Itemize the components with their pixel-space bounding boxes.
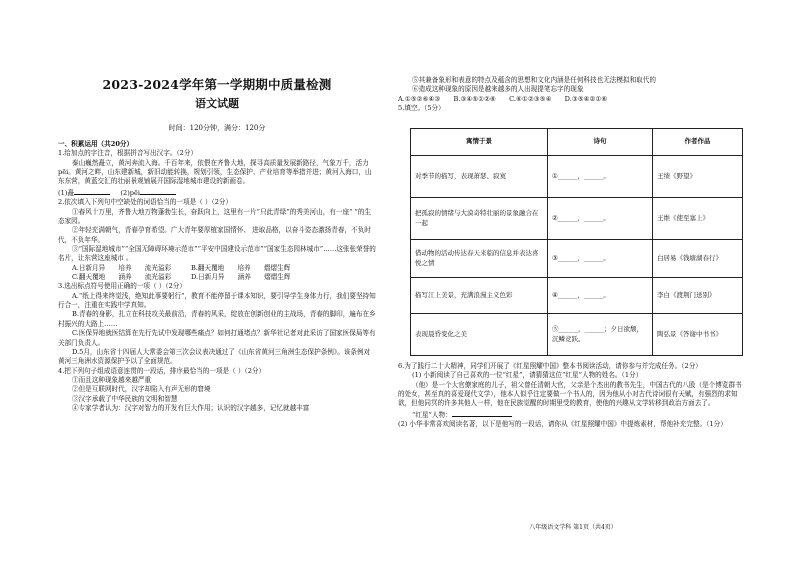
table-row	[411, 240, 743, 278]
q4-sentence-1: ①而且这种现象越来越严重	[72, 375, 152, 384]
q4-sentence-5: ⑤其兼备象形和表意的特点及蕴含的思想和文化内涵是任何科技也无法模拟和取代的	[412, 76, 656, 84]
q2-stem: 2.依次填入下列句中空缺处的词语恰当的一项是（ ）（2分）	[58, 198, 233, 207]
scene-cell: 借动物的活动传达春天来临的信息并表达喜悦之情	[411, 240, 548, 278]
q2-sentence-3: ③“国际湿地城市”“全国无障碍环境示范市”“平安中国建设示范市”“国家生态园林城市”……这张张荣誉的名片，让东营这座城市 。	[58, 244, 376, 263]
q3-option-c: C.医保异地就医结算在先行先试中发现哪些痛点？如何打通堵点？新华社记者对此采访了国家医保局等有关部门负责人。	[58, 329, 376, 347]
q4-sentence-3: ③汉字承载了中华民族的文明和智慧	[72, 394, 178, 403]
q1-b-label: (2)pēi	[120, 188, 140, 197]
table-row	[411, 156, 743, 198]
q3-option-d: D.5月，山东省十四届人大常委会第三次会议表决通过了《山东省黄河三角洲生态保护条例》。该条例对黄河三角洲水资源保护予以了全面规范。	[58, 347, 371, 366]
table-row	[411, 278, 743, 314]
page-footer: 八年级语文学科 第1页（共4页）	[529, 524, 617, 531]
q6-stem: 6.为了践行二十大精神，同学们开展了《红星照耀中国》整本书阅读活动，请你参与并完成任务。（2分）	[398, 362, 702, 370]
author-cell: 王维《使至塞上》	[653, 198, 743, 240]
exam-title: 2023-2024学年第一学期期中质量检测	[102, 77, 332, 92]
verse-cell[interactable]: ⑤______，______；夕日欲颓，沉鳞竞跃。	[548, 314, 653, 356]
scene-cell: 把孤寂的情绪与大漠奇特壮丽的景象融合在一起	[411, 198, 548, 240]
q1-a-label: (1)矗	[58, 188, 74, 197]
poetry-fill-table	[410, 128, 743, 356]
author-cell: 李白《渡荆门送别》	[653, 278, 743, 314]
author-cell: 王绩《野望》	[653, 156, 743, 198]
q2-sentence-2: ②年轻充满朝气，青春孕育希望。广大青年要厚植家国情怀、 进取品格，以奋斗姿态激扬青春，不负时代，不负年华。	[58, 226, 371, 244]
scene-cell: 表现晨昏变化之美	[411, 314, 548, 356]
q4-stem: 4.把下列句子组成语意连贯的一段话，排序最恰当的一项是（ ）（2分）	[58, 366, 266, 375]
author-cell: 陶弘景《答谢中书书》	[653, 314, 743, 356]
q4-sentence-6: ⑥造成这种现象的原因是越来越多的人出现提笔忘字的现象	[412, 85, 584, 94]
q2-option-b: B.翻天覆地 培养 熠熠生辉	[190, 263, 291, 272]
table-row	[411, 314, 743, 356]
q1-stem: 1.给加点的字注音，根据拼音写出汉字。（2分）	[58, 149, 198, 158]
q2-option-row-2	[58, 273, 376, 282]
q2-option-a: A.日新月异 培养 流光溢彩	[72, 263, 172, 272]
q4-sentence-2: ②但是互联网时代，汉字却陷入有声无形的窘境	[72, 385, 211, 394]
q4-sentence-4: ④专家学者认为：汉字对智力的开发有巨大作用；认识的汉字越多，记忆就越丰富	[72, 404, 310, 413]
q6-answer-label: “红星”人物：	[412, 410, 452, 419]
q6-passage: （他）是一个大官僚家庭的儿子，祖父曾任清朝大官，父亲是个杰出的教书先生，中国古代的八股（是个博览群书的处女，甚至真的喜爱现代文学），他本人似乎注定要做一个书人的，因为他从小对古代诗词很有天赋，有强烈的求知欲，但他同冥的许多其他人一样，他在民族觉醒的时期里受的教育，使他的兴趣从文学转移到政治方面去了。	[398, 380, 742, 408]
verse-cell[interactable]: ②______，______。	[548, 198, 653, 240]
q6-part-1: (1) 小新阅读了自己喜欢的一位“红星”，请猜猜这位“红星”人物的姓名。（1分）	[412, 371, 643, 380]
q2-option-d: D.日新月异 涵养 熠熠生辉	[191, 273, 291, 282]
q1-a-blank[interactable]	[74, 187, 110, 195]
q3-option-b: B.青春的身影，扎立在科技攻关最前沿，青春的风采，绽放在创新创业的主战场，青春的脚印，遍布在乡村振兴的大路上……	[58, 310, 376, 328]
section-1	[58, 140, 376, 413]
q3-option-a: A.“纸上得来终觉浅，绝知此事要躬行”，教育不能停留于课本知识，要引导学生身体力行，我们要坚持知行合一，注重在实践中学真知。	[58, 291, 376, 310]
q1-answers	[58, 187, 376, 198]
section-heading: 一、积累运用（共20分）	[58, 140, 134, 148]
table-header: 诗句	[548, 129, 653, 156]
table-row	[411, 198, 743, 240]
q2-option-row-1	[58, 264, 376, 273]
q5-stem: 5.填空。（5分）	[398, 104, 445, 113]
scene-cell: 描写江上美景，充满浪漫主义色彩	[411, 278, 548, 314]
q6-answer-blank[interactable]	[452, 409, 512, 417]
exam-subtitle: 语文试题	[195, 97, 239, 110]
q6-answer-line	[398, 409, 748, 420]
q4-continued	[398, 76, 748, 113]
verse-cell[interactable]: ①______，______。	[548, 156, 653, 198]
scene-cell: 对季节的描写，表现萧瑟、寂寞	[411, 156, 548, 198]
q1-b-blank[interactable]	[140, 187, 176, 195]
q1-passage: 泰山巍然矗立，黄河奔流入海。千百年来，依偎在齐鲁大地，探寻高质量发展新路径，气象万千，活力pēi。黄河之畔，山东建新城，新旧动能转换，规划引领，生态保护、产业培育等举措并进；黄河入海口，山东东营，黄蓝交汇的壮丽景观铺展开国际湿地城市建设的新画卷。	[58, 158, 372, 186]
q6-part-2: (2) 小华非常喜欢阅读名著，以下是他写的一段话，请你从《红星照耀中国》中提炼素材，帮他补充完整。（1分）	[398, 420, 727, 429]
q3-stem: 3.选出标点符号使用正确的一项（ ）（2分）	[58, 282, 186, 291]
table-header: 作者作品	[653, 129, 743, 156]
verse-cell[interactable]: ③______，______。	[548, 240, 653, 278]
q2-option-c: C.翻天覆地 涵养 流光溢彩	[72, 273, 172, 282]
q6-block	[398, 362, 748, 430]
q4-options: A.①⑤②⑥④③ B.③④⑤①②⑥ C.⑥①②③⑤④ D.③⑤④②①⑥	[398, 94, 608, 103]
author-cell: 白居易《钱塘湖春行》	[653, 240, 743, 278]
verse-cell[interactable]: ④______，______。	[548, 278, 653, 314]
q2-sentence-1: ①春风十万里，齐鲁大地万物蓬勃生长，奋跃向上，这里有一片“只此青绿”的秀美河山，有一座“ ”的生态家园。	[58, 207, 372, 225]
exam-meta: 时间：120分钟，满分：120分	[168, 124, 266, 132]
table-header-row	[411, 129, 743, 156]
table-header: 寓情于景	[411, 129, 548, 156]
